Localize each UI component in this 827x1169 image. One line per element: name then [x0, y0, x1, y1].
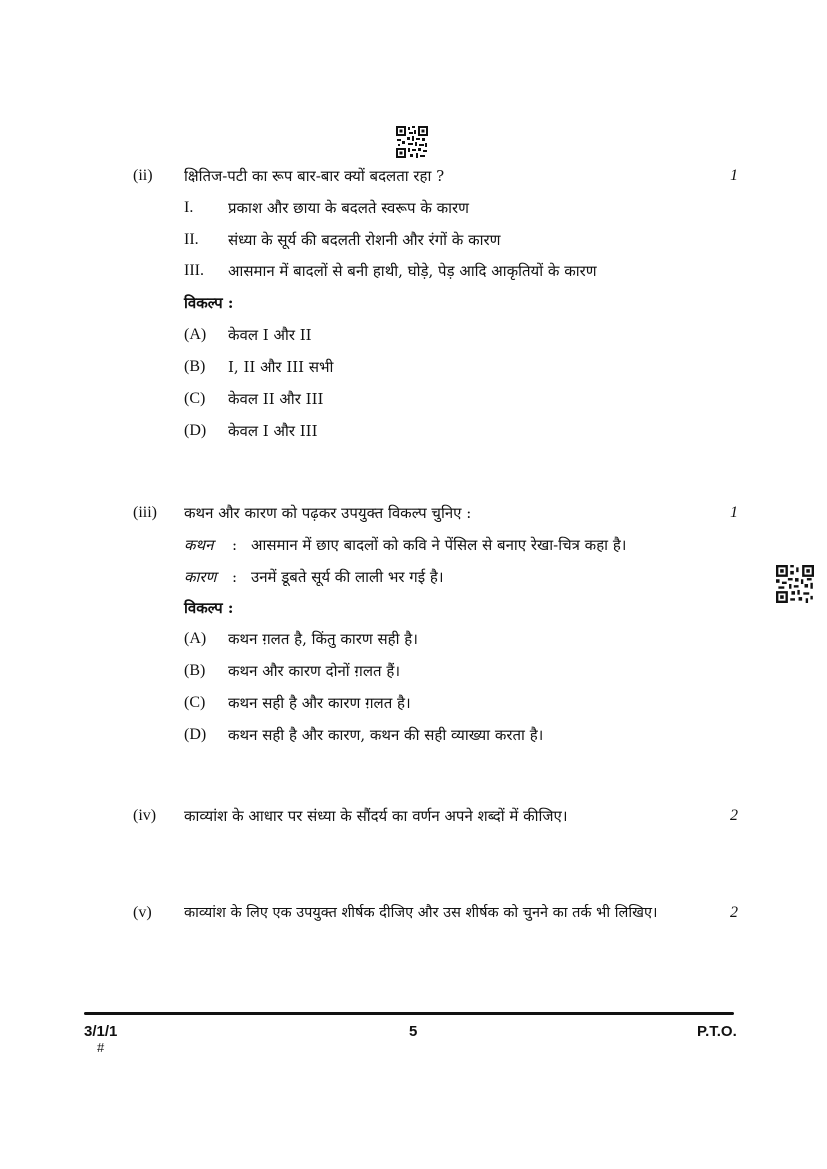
statement-text: प्रकाश और छाया के बदलते स्वरूप के कारण — [228, 199, 470, 217]
option-text: केवल I और II — [228, 326, 312, 344]
assertion-text: आसमान में छाए बादलों को कवि ने पेंसिल से बनाए रेखा-चित्र कहा है। — [251, 536, 627, 554]
option-label: (B) — [184, 358, 206, 375]
question-number: (iv) — [133, 807, 157, 824]
reason-separator: : — [232, 568, 238, 586]
statement-label: I. — [184, 199, 194, 216]
statement-label: II. — [184, 231, 199, 248]
question-number: (ii) — [133, 167, 153, 184]
option-label: (B) — [184, 662, 206, 679]
question-marks: 2 — [730, 807, 738, 824]
option-text: केवल II और III — [228, 390, 324, 408]
question-marks: 2 — [730, 904, 738, 921]
question-text: कथन और कारण को पढ़कर उपयुक्त विकल्प चुनिए : — [184, 504, 472, 522]
option-text: कथन सही है और कारण ग़लत है। — [228, 694, 411, 712]
question-number: (v) — [133, 904, 152, 921]
option-label: (C) — [184, 694, 206, 711]
option-text: कथन सही है और कारण, कथन की सही व्याख्या करता है। — [228, 726, 544, 744]
page-number: 5 — [409, 1023, 418, 1040]
question-marks: 1 — [730, 167, 738, 184]
side-qr-code-icon — [776, 565, 814, 603]
pto-label: P.T.O. — [697, 1023, 737, 1040]
option-label: (D) — [184, 726, 207, 743]
question-text: काव्यांश के लिए एक उपयुक्त शीर्षक दीजिए और उस शीर्षक को चुनने का तर्क भी लिखिए। — [184, 905, 658, 921]
options-heading: विकल्प : — [184, 294, 234, 312]
question-marks: 1 — [730, 504, 738, 521]
option-label: (C) — [184, 390, 206, 407]
footer-rule — [84, 1012, 734, 1015]
option-label: (D) — [184, 422, 207, 439]
assertion-separator: : — [232, 536, 238, 554]
option-label: (A) — [184, 630, 207, 647]
option-text: I, II और III सभी — [228, 358, 334, 376]
paper-code: 3/1/1 — [84, 1023, 118, 1040]
hash-mark: # — [97, 1040, 105, 1055]
option-label: (A) — [184, 326, 207, 343]
reason-label: कारण — [184, 568, 217, 586]
option-text: कथन ग़लत है, किंतु कारण सही है। — [228, 630, 418, 648]
option-text: कथन और कारण दोनों ग़लत हैं। — [228, 662, 401, 680]
reason-text: उनमें डूबते सूर्य की लाली भर गई है। — [251, 568, 444, 586]
options-heading: विकल्प : — [184, 599, 234, 617]
question-number: (iii) — [133, 504, 157, 521]
assertion-label: कथन — [184, 536, 214, 554]
statement-label: III. — [184, 262, 204, 279]
option-text: केवल I और III — [228, 422, 318, 440]
qr-code-icon — [396, 126, 428, 158]
question-text: काव्यांश के आधार पर संध्या के सौंदर्य का वर्णन अपने शब्दों में कीजिए। — [184, 807, 568, 825]
statement-text: आसमान में बादलों से बनी हाथी, घोड़े, पेड़ आदि आकृतियों के कारण — [228, 262, 597, 280]
statement-text: संध्या के सूर्य की बदलती रोशनी और रंगों के कारण — [228, 231, 501, 249]
question-text: क्षितिज-पटी का रूप बार-बार क्यों बदलता रहा ? — [184, 167, 445, 185]
